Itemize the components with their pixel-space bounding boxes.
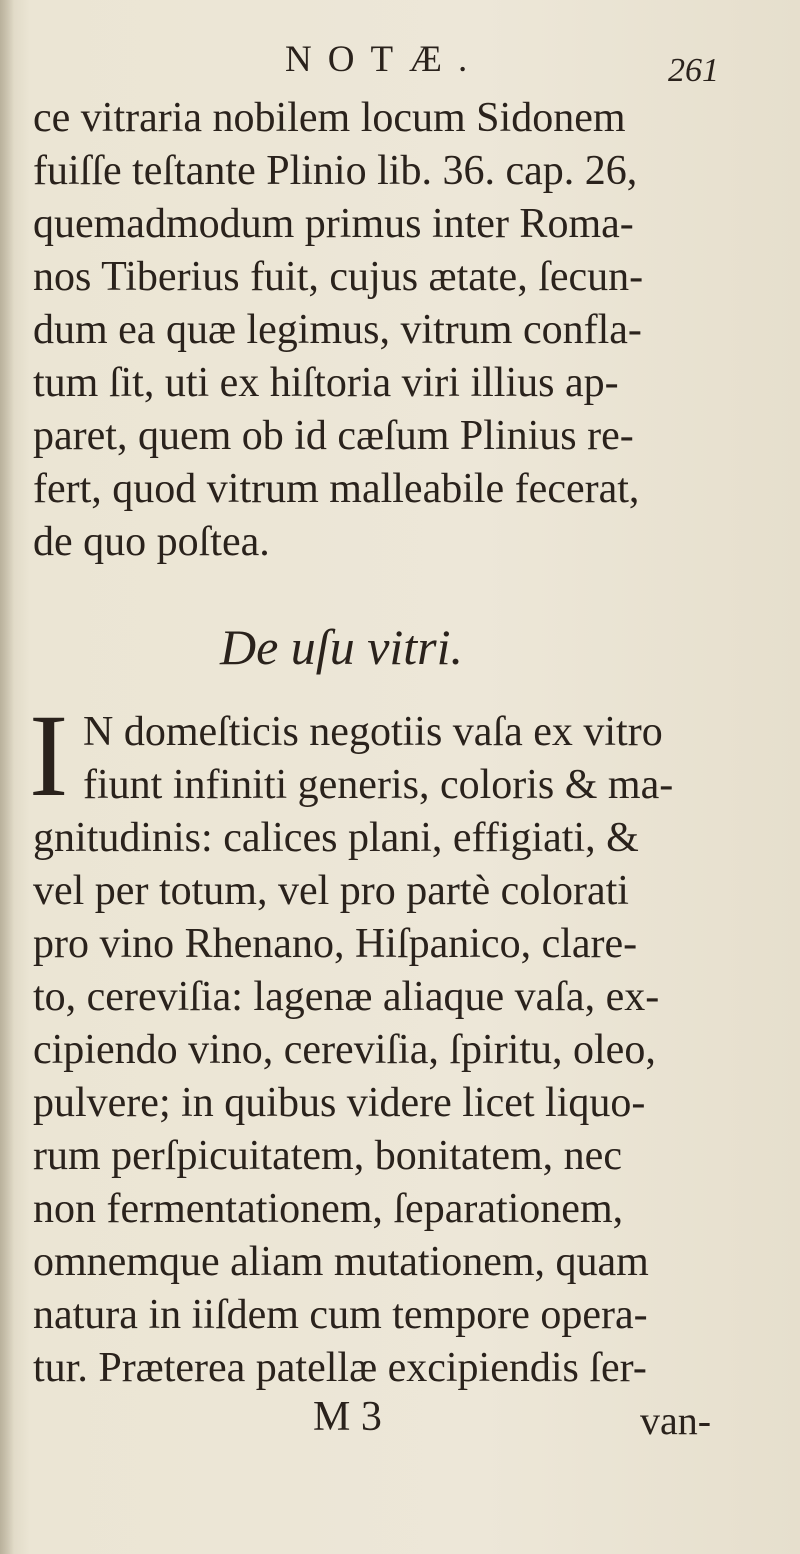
text-line: vel per totum, vel pro partè colorati [33,868,629,914]
text-line: pro vino Rhenano, Hiſpanico, clare- [33,921,638,967]
page-gutter-shadow [0,0,14,1554]
page-footer [0,1393,800,1453]
signature-mark: M 3 [313,1394,382,1440]
paragraph-de-usu-vitri [33,706,733,1395]
text-line: tum ſit, uti ex hiſtoria viri illius ap- [33,360,619,406]
text-line: to, cereviſia: lagenæ aliaque vaſa, ex- [33,974,660,1020]
text-line: cipiendo vino, cereviſia, ſpiritu, oleo, [33,1027,656,1073]
text-line: fuiſſe teſtante Plinio lib. 36. cap. 26, [33,148,638,194]
text-line: N domeſticis negotiis vaſa ex vitro [83,709,663,755]
running-head: NOTÆ. [285,39,484,80]
text-line: gnitudinis: calices plani, effigiati, & [33,815,639,861]
text-line: paret, quem ob id cæſum Plinius re- [33,413,634,459]
text-line: fiunt infiniti generis, coloris & ma- [83,762,674,808]
page-header [0,38,800,88]
text-line: dum ea quæ legimus, vitrum confla- [33,307,642,353]
text-line: quemadmodum primus inter Roma- [33,201,634,247]
text-line: non fermentationem, ſeparationem, [33,1186,624,1232]
drop-cap: I [29,690,69,821]
text-line: fert, quod vitrum malleabile fecerat, [33,466,640,512]
paragraph-continued [33,92,733,569]
text-line: nos Tiberius fuit, cujus ætate, ſecun- [33,254,644,300]
catchword: van- [640,1398,712,1443]
text-line: tur. Præterea patellæ excipiendis ſer- [33,1345,647,1391]
text-line: pulvere; in quibus videre licet liquo- [33,1080,646,1126]
page-number: 261 [668,52,719,89]
text-line: omnemque aliam mutationem, quam [33,1239,649,1285]
text-line: natura in iiſdem cum tempore opera- [33,1292,648,1338]
text-line: de quo poſtea. [33,519,270,565]
section-heading: De uſu vitri. [220,619,464,675]
text-line: rum perſpicuitatem, bonitatem, nec [33,1133,622,1179]
text-line: ce vitraria nobilem locum Sidonem [33,95,626,141]
